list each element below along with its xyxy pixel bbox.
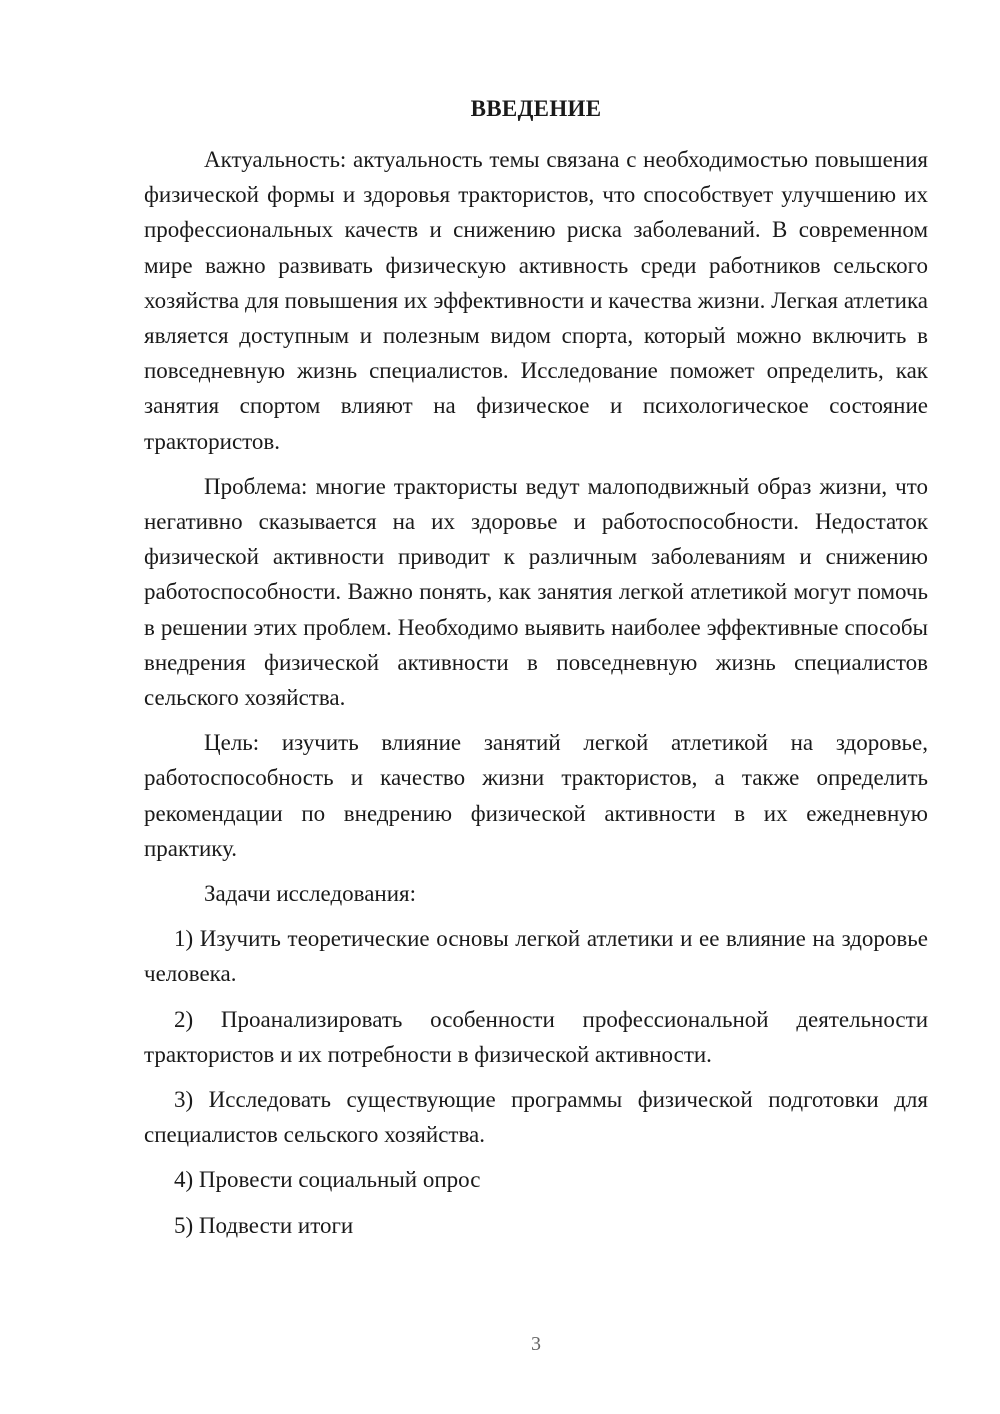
tasks-heading: Задачи исследования: — [204, 881, 417, 907]
page-number: 3 — [531, 1333, 541, 1355]
paragraph-goal: Цель: изучить влияние занятий легкой атлетикой на здоровье, работоспособность и качество жизни трактористов, а также определить рекомендации по внедрению физической активности в их ежедневную практику. — [144, 730, 928, 861]
task-item: 4) Провести социальный опрос — [174, 1167, 481, 1193]
task-item: 1) Изучить теоретические основы легкой атлетики и ее влияние на здоровье человека. — [144, 926, 928, 987]
section-heading: ВВЕДЕНИЕ — [470, 96, 602, 121]
task-item: 2) Проанализировать особенности профессиональной деятельности трактористов и их потребности в физической активности. — [144, 1006, 928, 1067]
task-item: 3) Исследовать существующие программы физической подготовки для специалистов сельского хозяйства. — [144, 1087, 928, 1148]
paragraph-relevance: Актуальность: актуальность темы связана с необходимостью повышения физической формы и здоровья трактористов, что способствует улучшению их профессиональных качеств и снижению риска заболеваний. В современном мире важно развивать физическую активность среди работников сельского хозяйства для повышения их эффективности и качества жизни. Легкая атлетика является доступным и полезным видом спорта, который можно включить в повседневную жизнь специалистов. Исследование поможет определить, как занятия спортом влияют на физическое и психологическое состояние трактористов. — [144, 147, 928, 454]
paragraph-problem: Проблема: многие трактористы ведут малоподвижный образ жизни, что негативно сказывается на их здоровье и работоспособности. Недостаток физической активности приводит к различным заболеваниям и снижению работоспособности. Важно понять, как занятия легкой атлетикой могут помочь в решении этих проблем. Необходимо выявить наиболее эффективные способы внедрения физической активности в повседневную жизнь специалистов сельского хозяйства. — [144, 473, 928, 711]
task-item: 5) Подвести итоги — [174, 1212, 354, 1238]
document-body — [144, 142, 928, 1253]
